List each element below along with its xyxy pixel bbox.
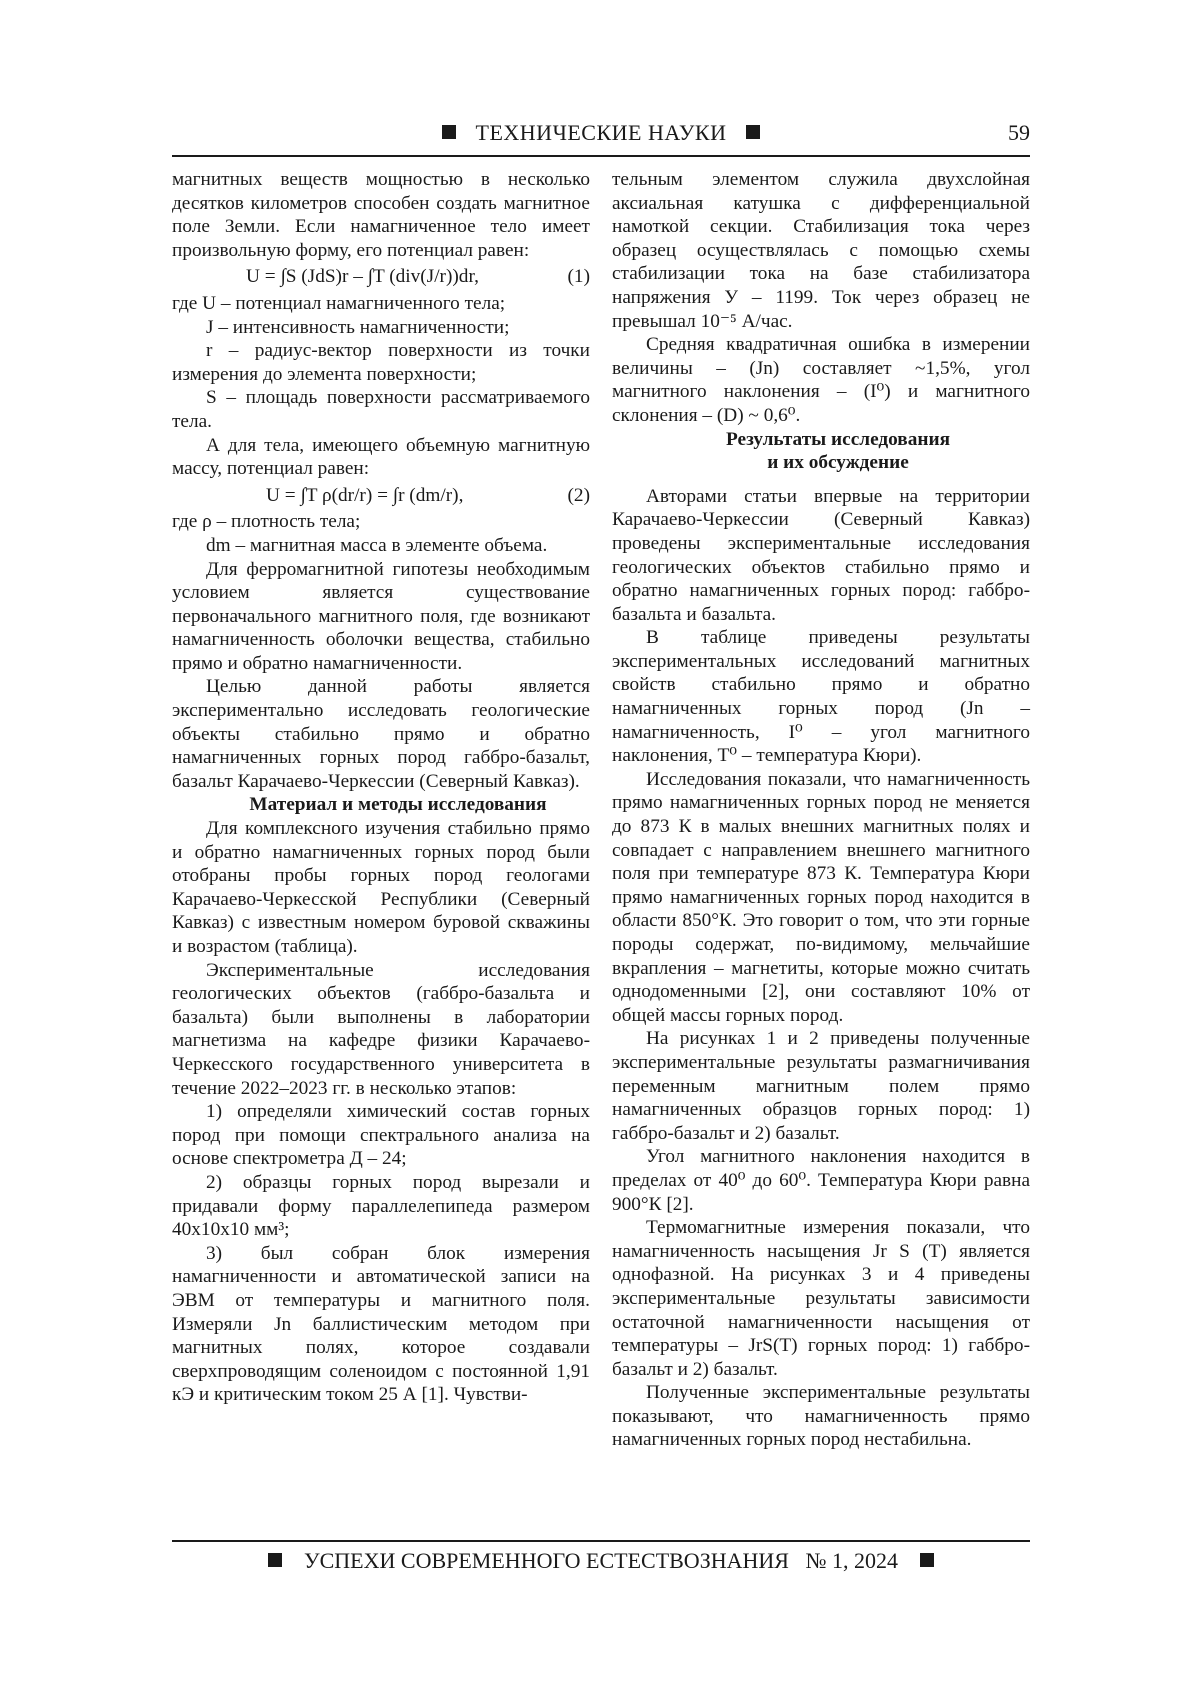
section-title — [172, 120, 1030, 146]
page-number: 59 — [1008, 120, 1030, 145]
square-bullet-icon — [746, 125, 760, 139]
paragraph: На рисунках 1 и 2 приведены полученные экспериментальные результаты размагничивания переменным магнитным полем прямо намагниченных образцов горных пород: 1) габбро-базальт и 2) базальт. — [612, 1028, 1030, 1144]
list-item: 1) определяли химический состав горных пород при помощи спектрального анализа на основе спектрометра Д – 24; — [172, 1101, 590, 1170]
section-title-text: ТЕХНИЧЕСКИЕ НАУКИ — [475, 120, 727, 145]
paragraph: Полученные экспериментальные результаты показывают, что намагниченность прямо намагниченных горных пород нестабильна. — [612, 1382, 1030, 1451]
paragraph: Авторами статьи впервые на территории Карачаево-Черкессии (Северный Кавказ) проведены экспериментальные исследования геологических объектов стабильно прямо и обратно намагниченных горных пород: габбро-базальта и базальта. — [612, 485, 1030, 625]
paragraph: Угол магнитного наклонения находится в пределах от 40⁰ до 60⁰. Температура Кюри равна 900°К [2]. — [612, 1146, 1030, 1215]
equation-2 — [172, 484, 590, 508]
section-heading: Результаты исследования — [725, 428, 951, 450]
paragraph: Экспериментальные исследования геологических объектов (габбро-базальта и базальта) были выполнены в лаборатории магнетизма на кафедре физики Карачаево-Черкесского государственного университета в течение 2022–2023 гг. в несколько этапов: — [172, 959, 590, 1099]
definition: S – площадь поверхности рассматриваемого тела. — [172, 387, 590, 432]
square-bullet-icon — [920, 1553, 934, 1567]
journal-name: УСПЕХИ СОВРЕМЕННОГО ЕСТЕСТВОЗНАНИЯ — [304, 1548, 789, 1573]
equation-text: U = ∫T ρ(dr/r) = ∫r (dm/r), — [266, 484, 464, 506]
paragraph: А для тела, имеющего объемную магнитную массу, потенциал равен: — [172, 434, 590, 480]
right-column — [612, 168, 1030, 1452]
paragraph: магнитных веществ мощностью в несколько десятков километров способен создать магнитное поле Земли. Если намагниченное тело имеет произвольную форму, его потенциал равен: — [172, 169, 590, 261]
section-heading-line-2: и их обсуждение — [767, 452, 909, 474]
definition: dm – магнитная масса в элементе объема. — [206, 534, 548, 556]
paragraph: тельным элементом служила двухслойная аксиальная катушка с дифференциальной намоткой секции. Стабилизация тока через образец осуществлялась с помощью схемы стабилизации тока на базе стабилизатора напряжения У – 1199. Ток через образец не превышал 10⁻⁵ А/час. — [612, 169, 1030, 332]
equation-number: (1) — [567, 266, 590, 288]
paragraph: Для ферромагнитной гипотезы необходимым условием является существование первоначального магнитного поля, где возникают намагниченность оболочки вещества, стабильно прямо и обратно намагниченности. — [172, 558, 590, 674]
list-item: 2) образцы горных пород вырезали и придавали форму параллелепипеда размером 40х10х10 мм³; — [172, 1171, 590, 1241]
running-footer — [172, 1548, 1030, 1574]
paragraph: Термомагнитные измерения показали, что намагниченность насыщения Jr S (T) является однофазной. На рисунках 3 и 4 приведены экспериментальные результаты зависимости остаточной намагниченности насыщения от температуры – JrS(T) горных пород: 1) габбро-базальт и 2) базальт. — [612, 1217, 1030, 1380]
square-bullet-icon — [442, 125, 456, 139]
section-heading: Материал и методы исследования — [249, 794, 547, 816]
running-header — [172, 118, 1030, 152]
left-column — [172, 168, 590, 1407]
paragraph: В таблице приведены результаты экспериментальных исследований магнитных свойств стабильно прямо и обратно намагниченных горных пород (Jn – намагниченность, I⁰ – угол магнитного наклонения, T⁰ – температура Кюри). — [612, 627, 1030, 767]
paragraph: Исследования показали, что намагниченность прямо намагниченных горных пород не меняется до 873 К в малых внешних магнитных полях и совпадает с направлением внешнего магнитного поля при температуре 873 К. Температура Кюри прямо намагниченных горных пород находится в области 850°К. Это говорит о том, что эти горные породы содержат, по-видимому, мельчайшие вкрапления – магнетиты, которые можно считать однодоменными [2], они составляют 10% от общей массы горных пород. — [612, 768, 1030, 1026]
definition: где ρ – плотность тела; — [172, 511, 361, 533]
issue-number: № 1, 2024 — [805, 1548, 898, 1573]
equation-1 — [172, 265, 590, 289]
definition: где U – потенциал намагниченного тела; — [172, 292, 506, 314]
footer-rule — [172, 1540, 1030, 1542]
definition: r – радиус-вектор поверхности из точки измерения до элемента поверхности; — [172, 340, 590, 385]
paragraph: Средняя квадратичная ошибка в измерении величины – (Jn) составляет ~1,5%, угол магнитного наклонения – (I⁰) и магнитного склонения – (D) ~ 0,6⁰. — [612, 334, 1030, 426]
paragraph: Целью данной работы является экспериментально исследовать геологические объекты стабильно прямо и обратно намагниченных горных пород габбро-базальт, базальт Карачаево-Черкессии (Северный Кавказ). — [172, 676, 590, 792]
definition: J – интенсивность намагниченности; — [206, 316, 510, 338]
square-bullet-icon — [268, 1553, 282, 1567]
equation-number: (2) — [567, 484, 590, 506]
paragraph: Для комплексного изучения стабильно прямо и обратно намагниченных горных пород были отобраны пробы горных пород геологами Карачаево-Черкесской Республики (Северный Кавказ) с известным номером буровой скважины и возрастом (таблица). — [172, 818, 590, 957]
equation-text: U = ∫S (JdS)r – ∫T (div(J/r))dr, — [246, 266, 479, 288]
header-rule — [172, 155, 1030, 157]
list-item: 3) был собран блок измерения намагниченности и автоматической записи на ЭВМ от температуры и магнитного поля. Измеряли Jn баллистическим методом при магнитных полях, которое создавали сверхпроводящим соленоидом с постоянной 1,91 кЭ и критическим током 25 А [1]. Чувстви- — [172, 1242, 590, 1406]
